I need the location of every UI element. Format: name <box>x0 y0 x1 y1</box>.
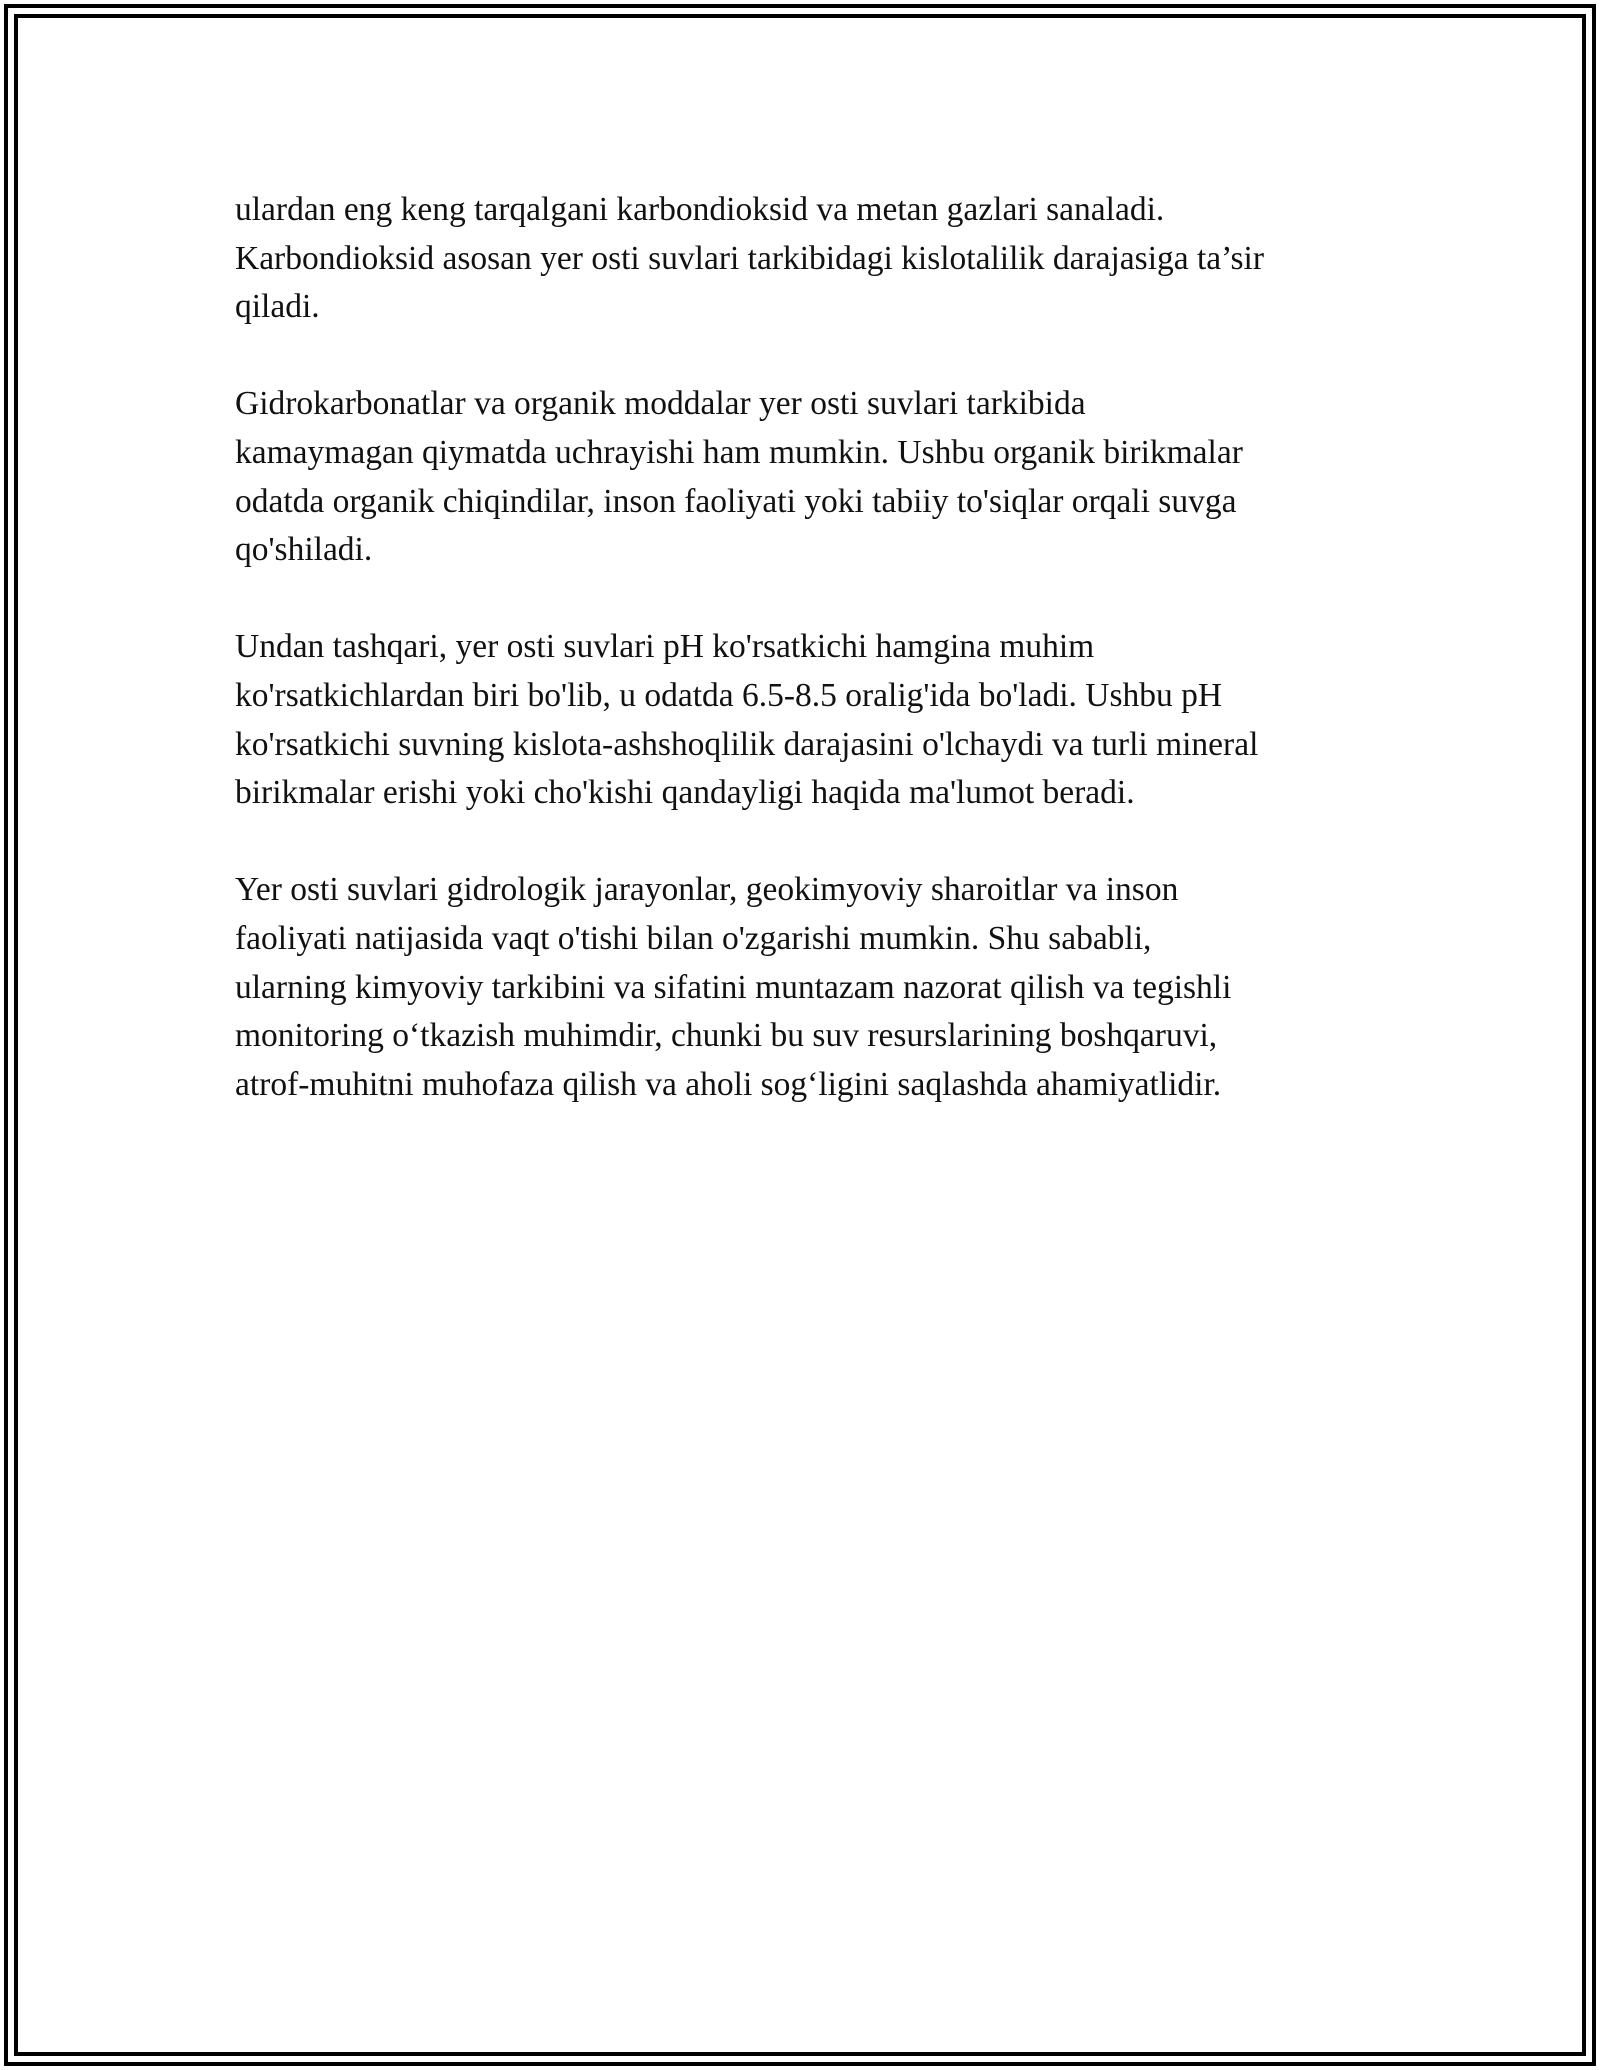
text-line: qiladi. <box>235 288 320 326</box>
text-line: Yer osti suvlari gidrologik jarayonlar, geokimyoviy sharoitlar va inson <box>235 871 1179 909</box>
text-line: Gidrokarbonatlar va organik moddalar yer osti suvlari tarkibida <box>235 385 1086 423</box>
paragraph-2 <box>235 380 1385 574</box>
document-body <box>235 186 1385 1158</box>
text-line: kamaymagan qiymatda uchrayishi ham mumkin. Ushbu organik birikmalar <box>235 433 1243 471</box>
text-line: ulardan eng keng tarqalgani karbondioksid va metan gazlari sanaladi. <box>235 191 1165 228</box>
paragraph-4 <box>235 866 1385 1109</box>
text-line: Karbondioksid asosan yer osti suvlari tarkibidagi kislotalilik darajasiga ta’sir <box>235 239 1264 277</box>
text-line: odatda organik chiqindilar, inson faoliyati yoki tabiiy to'siqlar orqali suvga <box>235 482 1237 520</box>
text-line: atrof-muhitni muhofaza qilish va aholi sog‘ligini saqlashda ahamiyatlidir. <box>235 1065 1222 1103</box>
text-line: birikmalar erishi yoki cho'kishi qandayligi haqida ma'lumot beradi. <box>235 774 1135 812</box>
paragraph-1 <box>235 186 1385 332</box>
text-line: ko'rsatkichlardan biri bo'lib, u odatda 6.5-8.5 oralig'ida bo'ladi. Ushbu pH <box>235 676 1223 714</box>
text-line: Undan tashqari, yer osti suvlari pH ko'rsatkichi hamgina muhim <box>235 628 1095 666</box>
text-line: faoliyati natijasida vaqt o'tishi bilan o'zgarishi mumkin. Shu sababli, <box>235 919 1152 957</box>
text-line: ko'rsatkichi suvning kislota-ashshoqlilik darajasini o'lchaydi va turli mineral <box>235 725 1259 763</box>
text-line: ularning kimyoviy tarkibini va sifatini muntazam nazorat qilish va tegishli <box>235 968 1232 1006</box>
text-line: qo'shiladi. <box>235 531 373 569</box>
text-line: monitoring o‘tkazish muhimdir, chunki bu suv resurslarining boshqaruvi, <box>235 1017 1218 1055</box>
paragraph-3 <box>235 623 1385 817</box>
